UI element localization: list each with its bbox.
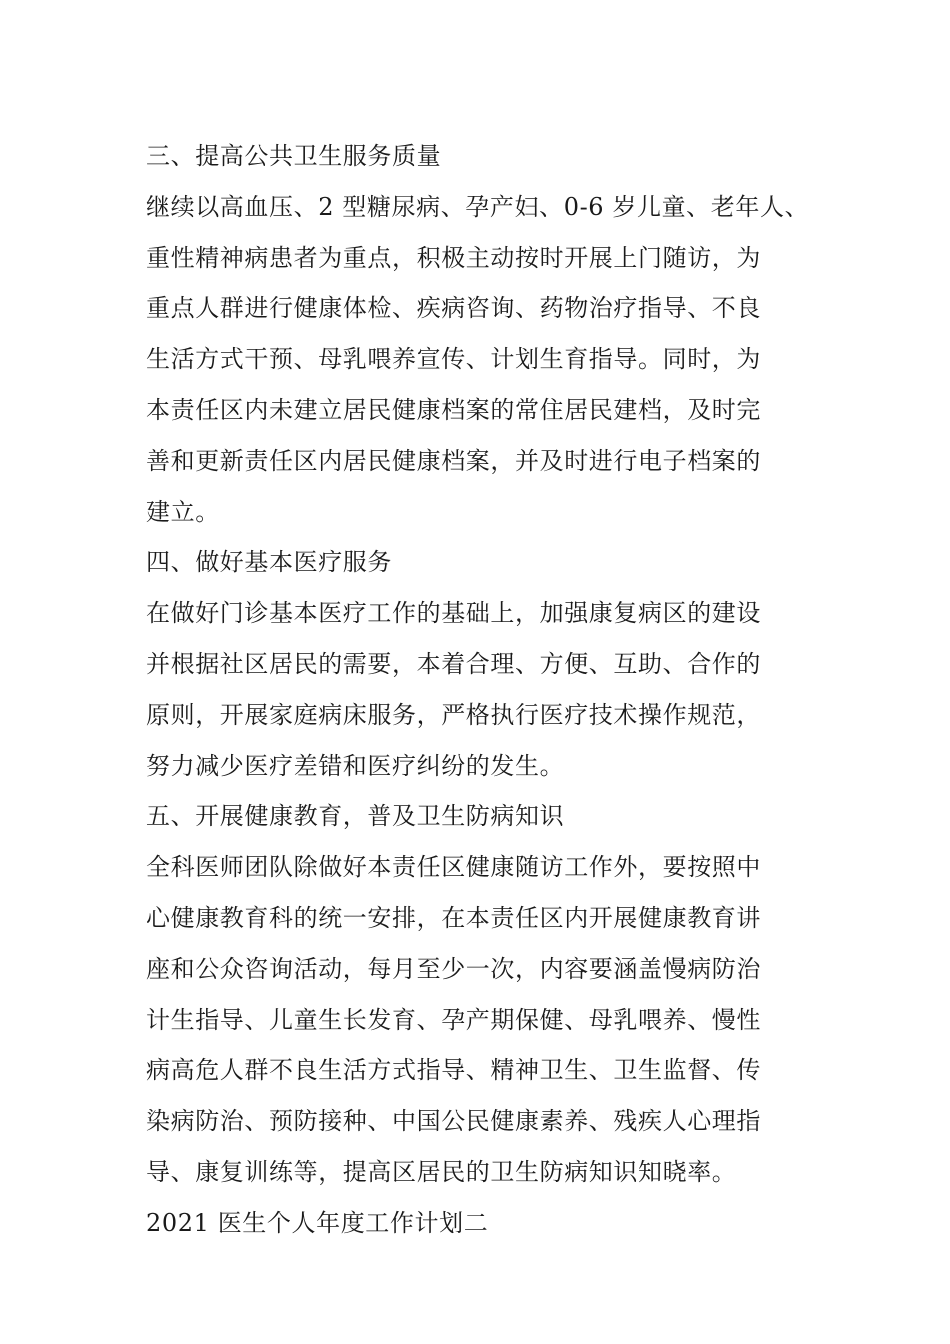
paragraph-line: 建立。: [146, 497, 220, 526]
paragraph-line: 继续以高血压、2 型糖尿病、孕产妇、0-6 岁儿童、老年人、: [146, 192, 810, 221]
paragraph-line: 重性精神病患者为重点，积极主动按时开展上门随访，为: [146, 243, 761, 272]
section-heading: 四、做好基本医疗服务: [146, 548, 392, 577]
paragraph-line: 计生指导、儿童生长发育、孕产期保健、母乳喂养、慢性: [146, 1005, 761, 1034]
paragraph-line: 原则，开展家庭病床服务，严格执行医疗技术操作规范，: [146, 700, 761, 729]
paragraph-line: 在做好门诊基本医疗工作的基础上，加强康复病区的建设: [146, 599, 761, 628]
paragraph-line: 病高危人群不良生活方式指导、精神卫生、卫生监督、传: [146, 1056, 761, 1085]
document-body: [146, 131, 826, 1249]
paragraph-line: 座和公众咨询活动，每月至少一次，内容要涵盖慢病防治: [146, 954, 761, 983]
paragraph-line: 重点人群进行健康体检、疾病咨询、药物治疗指导、不良: [146, 294, 761, 323]
document-title: 2021 医生个人年度工作计划二: [146, 1208, 489, 1237]
paragraph-line: 努力减少医疗差错和医疗纠纷的发生。: [146, 751, 565, 780]
paragraph-line: 生活方式干预、母乳喂养宣传、计划生育指导。同时，为: [146, 345, 761, 374]
paragraph-line: 心健康教育科的统一安排，在本责任区内开展健康教育讲: [146, 903, 761, 932]
paragraph-line: 善和更新责任区内居民健康档案，并及时进行电子档案的: [146, 446, 761, 475]
section-heading: 五、开展健康教育，普及卫生防病知识: [146, 802, 565, 831]
paragraph-line: 并根据社区居民的需要，本着合理、方便、互助、合作的: [146, 649, 761, 678]
paragraph-line: 导、康复训练等，提高区居民的卫生防病知识知晓率。: [146, 1157, 737, 1186]
paragraph-line: 全科医师团队除做好本责任区健康随访工作外，要按照中: [146, 853, 761, 882]
paragraph-line: 染病防治、预防接种、中国公民健康素养、残疾人心理指: [146, 1107, 761, 1136]
section-heading: 三、提高公共卫生服务质量: [146, 142, 442, 170]
paragraph-line: 本责任区内未建立居民健康档案的常住居民建档，及时完: [146, 395, 761, 424]
